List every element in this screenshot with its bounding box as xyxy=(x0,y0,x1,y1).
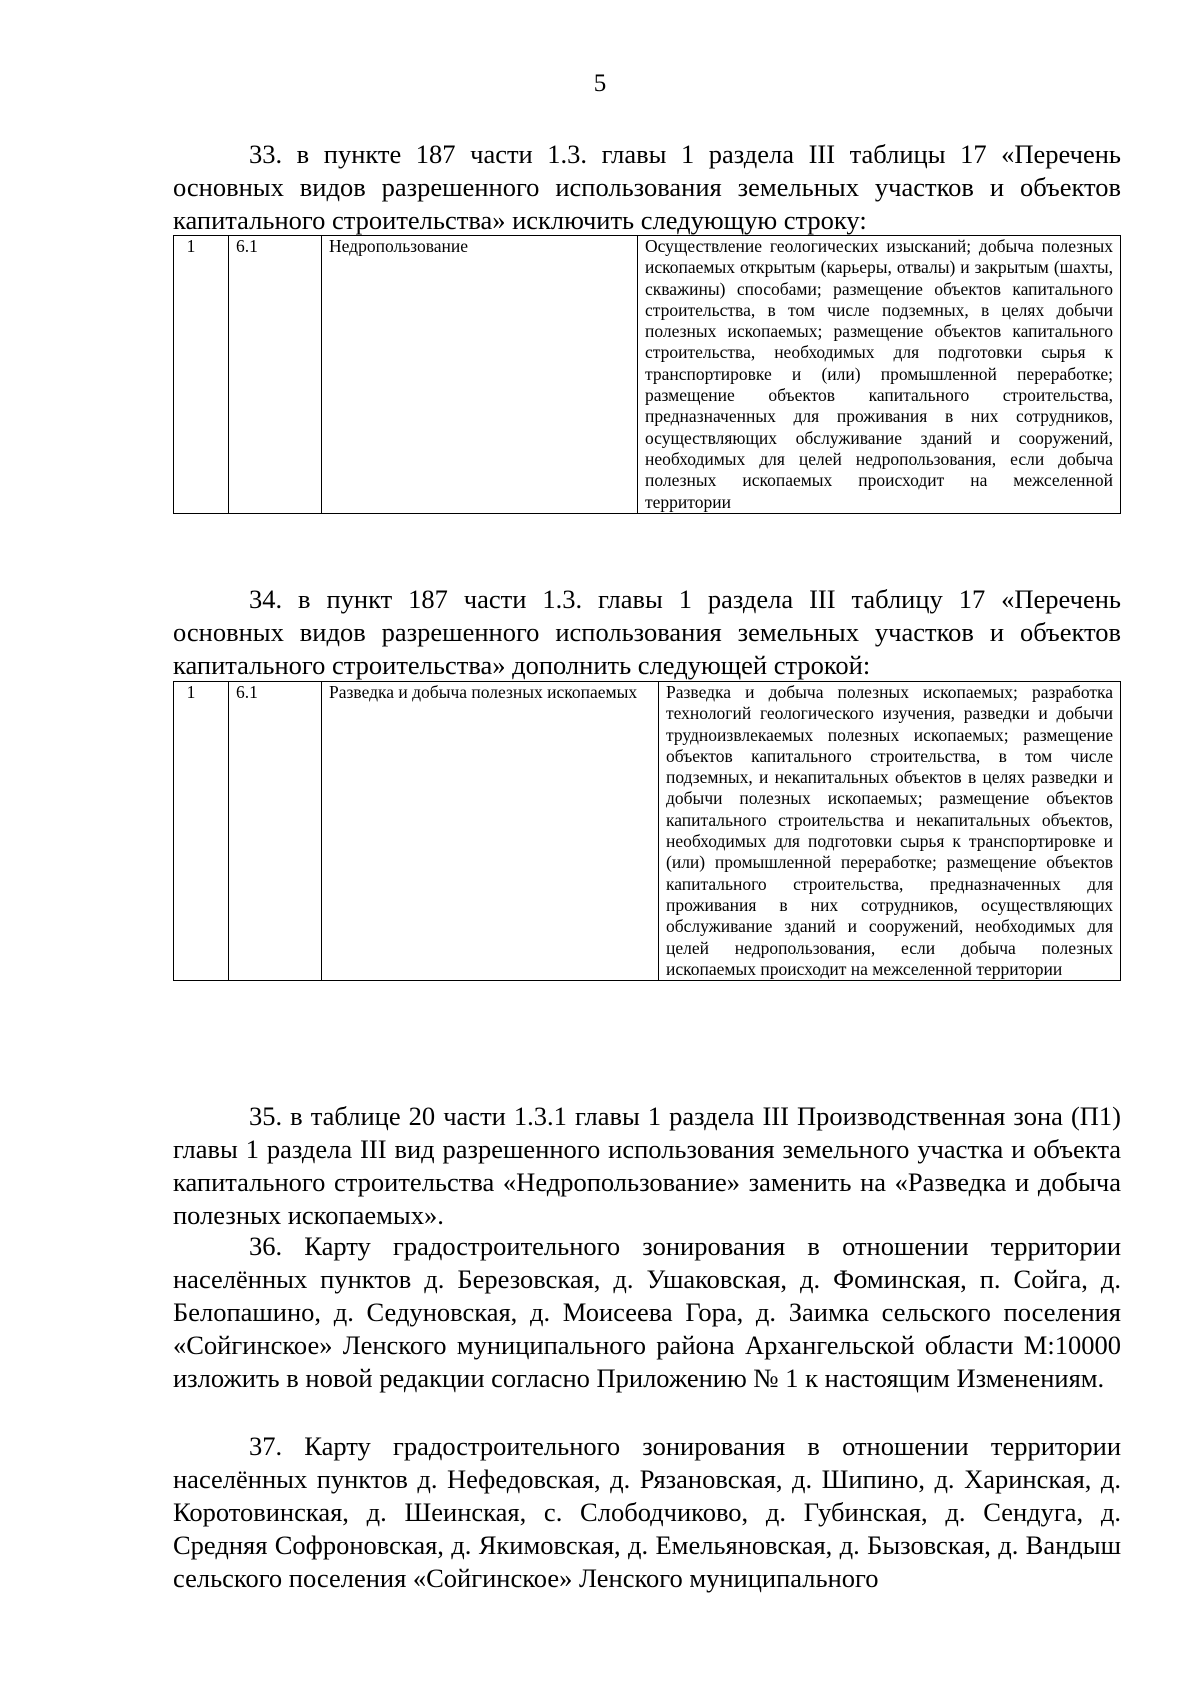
paragraph-34: 34. в пункт 187 части 1.3. главы 1 раздела III таблицу 17 «Перечень основных видов разрешенного использования земельных участков и объектов капитального строительства» дополнить следующей строкой: xyxy=(173,584,1121,680)
cell-description: Разведка и добыча полезных ископаемых; разработка технологий геологического изучения, разведки и добычи трудноизвлекаемых полезных ископаемых; размещение объектов капитального строительства, в том числе подземных, и некапитальных объектов в целях разведки и добычи полезных ископаемых; размещение объектов капитального строительства и некапитальных объектов, необходимых для подготовки сырья к транспортировке и (или) промышленной переработке; размещение объектов капитального строительства, предназначенных для проживания в них сотрудников, осуществляющих обслуживание зданий и сооружений, необходимых для целей недропользования, если добыча полезных ископаемых происходит на межселенной территории xyxy=(659,682,1121,981)
table-excluded-row xyxy=(173,235,1121,514)
paragraph-37: 37. Карту градостроительного зонирования в отношении территории населённых пунктов д. Нефедовская, д. Рязановская, д. Шипино, д. Харинская, д. Коротовинская, д. Шеинская, с. Слободчиково, д. Губинская, д. Сендуга, д. Средняя Софроновская, д. Якимовская, д. Емельяновская, д. Бызовская, д. Вандыш сельского поселения «Сойгинское» Ленского муниципального xyxy=(173,1431,1121,1593)
table-row xyxy=(174,682,1121,981)
cell-description: Осуществление геологических изысканий; добыча полезных ископаемых открытым (карьеры, отвалы) и закрытым (шахты, скважины) способами; размещение объектов капитального строительства, в том числе подземных, в целях добычи полезных ископаемых; размещение объектов капитального строительства, необходимых для подготовки сырья к транспортировке и (или) промышленной переработке; размещение объектов капитального строительства, предназначенных для проживания в них сотрудников, осуществляющих обслуживание зданий и сооружений, необходимых для целей недропользования, если добыча полезных ископаемых происходит на межселенной территории xyxy=(638,236,1121,514)
cell-name: Разведка и добыча полезных ископаемых xyxy=(322,682,659,981)
paragraph-36: 36. Карту градостроительного зонирования в отношении территории населённых пунктов д. Березовская, д. Ушаковская, д. Фоминская, п. Сойга, д. Белопашино, д. Седуновская, д. Моисеева Гора, д. Заимка сельского поселения «Сойгинское» Ленского муниципального района Архангельской области М:10000 изложить в новой редакции согласно Приложению № 1 к настоящим Изменениям. xyxy=(173,1231,1121,1393)
table-added-row xyxy=(173,681,1121,981)
paragraph-33: 33. в пункте 187 части 1.3. главы 1 раздела III таблицы 17 «Перечень основных видов разрешенного использования земельных участков и объектов капитального строительства» исключить следующую строку: xyxy=(173,139,1121,235)
cell-number: 1 xyxy=(174,682,229,981)
cell-code: 6.1 xyxy=(229,236,322,514)
table-row xyxy=(174,236,1121,514)
paragraph-35: 35. в таблице 20 части 1.3.1 главы 1 раздела III Производственная зона (П1) главы 1 раздела III вид разрешенного использования земельного участка и объекта капитального строительства «Недропользование» заменить на «Разведка и добыча полезных ископаемых». xyxy=(173,1101,1121,1230)
cell-code: 6.1 xyxy=(229,682,322,981)
page-number: 5 xyxy=(593,70,607,97)
cell-name: Недропользование xyxy=(322,236,638,514)
cell-number: 1 xyxy=(174,236,229,514)
